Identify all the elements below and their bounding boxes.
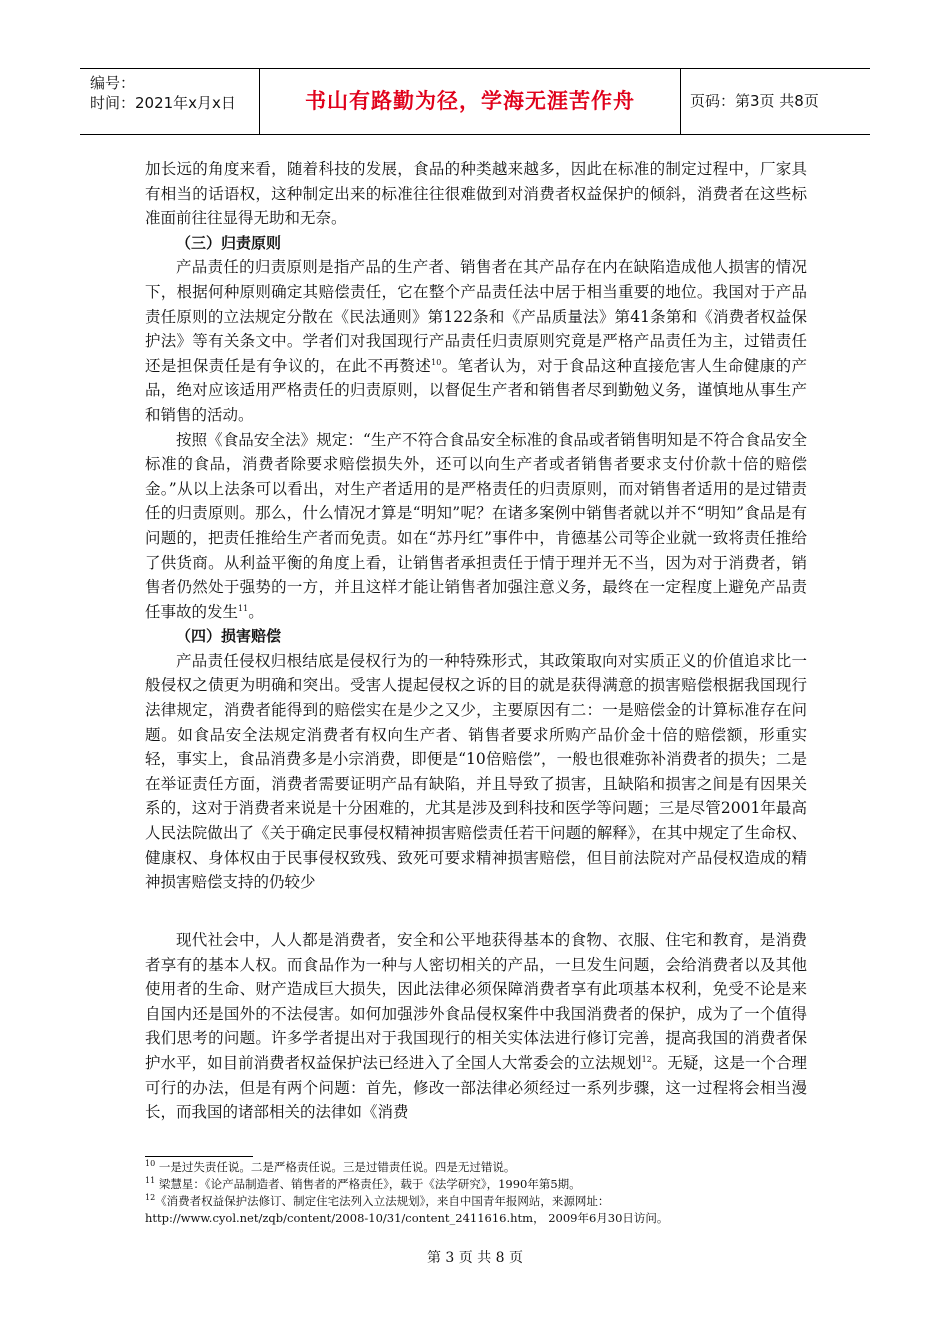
section-heading: （三）归责原则: [176, 233, 282, 252]
page-footer: 第 3 页 共 8 页: [426, 1250, 524, 1266]
time-label: 时间：2021年x月x日: [90, 94, 236, 112]
document-body: [145, 157, 807, 895]
header-meta: [80, 69, 260, 134]
paragraph: 现代社会中，人人都是消费者，安全和公平地获得基本的食物、衣服、住宅和教育，是消费者享有的基本人权。而食品作为一种与人密切相关的产品，一旦发生问题，会给消费者以及其他使用者的生命、财产造成巨大损失，因此法律必须保障消费者享有此项基本权利，免受不论是来自国内还是国外的不法侵害。如何加强涉外食品侵权案件中我国消费者的保护，成为了一个值得我们思考的问题。许多学者提出对于我国现行的相关实体法进行修订完善，提高我国的消费者保护水平，如目前消费者权益保护法已经进入了全国人大常委会的立法规划$^{12}$。无疑，这是一个合理可行的办法，但是有两个问题：首先，修改一部法律必须经过一系列步骤，这一过程将会相当漫长，而我国的诸部相关的法律如《消费: [145, 931, 807, 1122]
header-motto: 书山有路勤为径，学海无涯苦作舟: [260, 69, 681, 134]
doc-number-label: 编号：: [90, 74, 136, 92]
footnotes: [145, 1159, 807, 1227]
footnote-ref[interactable]: 10: [431, 357, 442, 367]
paragraph: 产品责任的归责原则是指产品的生产者、销售者在其产品存在内在缺陷造成他人损害的情况下，根据何种原则确定其赔偿责任，它在整个产品责任法中居于相当重要的地位。我国对于产品责任原则的立法规定分散在《民法通则》第122条和《产品质量法》第41条第和《消费者权益保护法》等有关条文中。学者们对我国现行产品责任归责原则究竟是严格产品责任为主，过错责任还是担保责任是有争议的，在此不再赘述$^{10}$。笔者认为，对于食品这种直接危害人生命健康的产品，绝对应该适用严格责任的归责原则，以督促生产者和销售者尽到勤勉义务，谨慎地从事生产和销售的活动。: [145, 258, 807, 424]
document-body-continued: [145, 928, 807, 1125]
footnote-ref[interactable]: 12: [641, 1054, 652, 1064]
paragraph: 加长远的角度来看，随着科技的发展，食品的种类越来越多，因此在标准的制定过程中，厂家具有相当的话语权，这种制定出来的标准往往很难做到对消费者权益保护的倾斜，消费者在这些标准面前往往显得无助和无奈。: [145, 160, 807, 228]
paragraph: 按照《食品安全法》规定：“生产不符合食品安全标准的食品或者销售明知是不符合食品安全标准的食品，消费者除要求赔偿损失外，还可以向生产者或者销售者要求支付价款十倍的赔偿金。”从以上法条可以看出，对生产者适用的是严格责任的归责原则，而对销售者适用的是过错责任的归责原则。那么，什么情况才算是“明知”呢？在诸多案例中销售者就以并不“明知”食品是有问题的，把责任推给生产者而免责。如在“苏丹红”事件中，肯德基公司等企业就一致将责任推给了供货商。从利益平衡的角度上看，让销售者承担责任于情于理并无不当，因为对于消费者，销售者仍然处于强势的一方，并且这样才能让销售者加强注意义务，最终在一定程度上避免产品责任事故的发生$^{11}$。: [145, 430, 807, 621]
header-page-info: 页码：第3页 共8页: [690, 92, 819, 110]
section-heading: （四）损害赔偿: [176, 627, 282, 646]
footnote-10: $^{10}$ 一是过失责任说。二是严格责任说。三是过错责任说。四是无过错说。: [145, 1159, 516, 1174]
footnote-separator: [145, 1156, 253, 1157]
footnote-11: $^{11}$ 梁慧星：《论产品制造者、销售者的严格责任》，载于《法学研究》，1990年第5期。: [145, 1176, 581, 1191]
footnote-12: $^{12}$《消费者权益保护法修订、制定住宅法列入立法规划》，来自中国青年报网站，来源网址：http://www.cyol.net/zqb/content/2008-10/31/content_2411616.htm， 2009年6月30日访问。: [145, 1193, 669, 1225]
footnote-ref[interactable]: 11: [238, 603, 249, 613]
page-header: [80, 68, 870, 135]
paragraph: 产品责任侵权归根结底是侵权行为的一种特殊形式，其政策取向对实质正义的价值追求比一般侵权之债更为明确和突出。受害人提起侵权之诉的目的就是获得满意的损害赔偿根据我国现行法律规定，消费者能得到的赔偿实在是少之又少，主要原因有二：一是赔偿金的计算标准存在问题。如食品安全法规定消费者有权向生产者、销售者要求所购产品价金十倍的赔偿额，形重实轻，事实上，食品消费多是小宗消费，即便是“10倍赔偿”，一般也很难弥补消费者的损失；二是在举证责任方面，消费者需要证明产品有缺陷，并且导致了损害，且缺陷和损害之间是有因果关系的，这对于消费者来说是十分困难的，尤其是涉及到科技和医学等问题；三是尽管2001年最高人民法院做出了《关于确定民事侵权精神损害赔偿责任若干问题的解释》，在其中规定了生命权、健康权、身体权由于民事侵权致残、致死可要求精神损害赔偿，但目前法院对产品侵权造成的精神损害赔偿支持的仍较少: [145, 651, 807, 892]
